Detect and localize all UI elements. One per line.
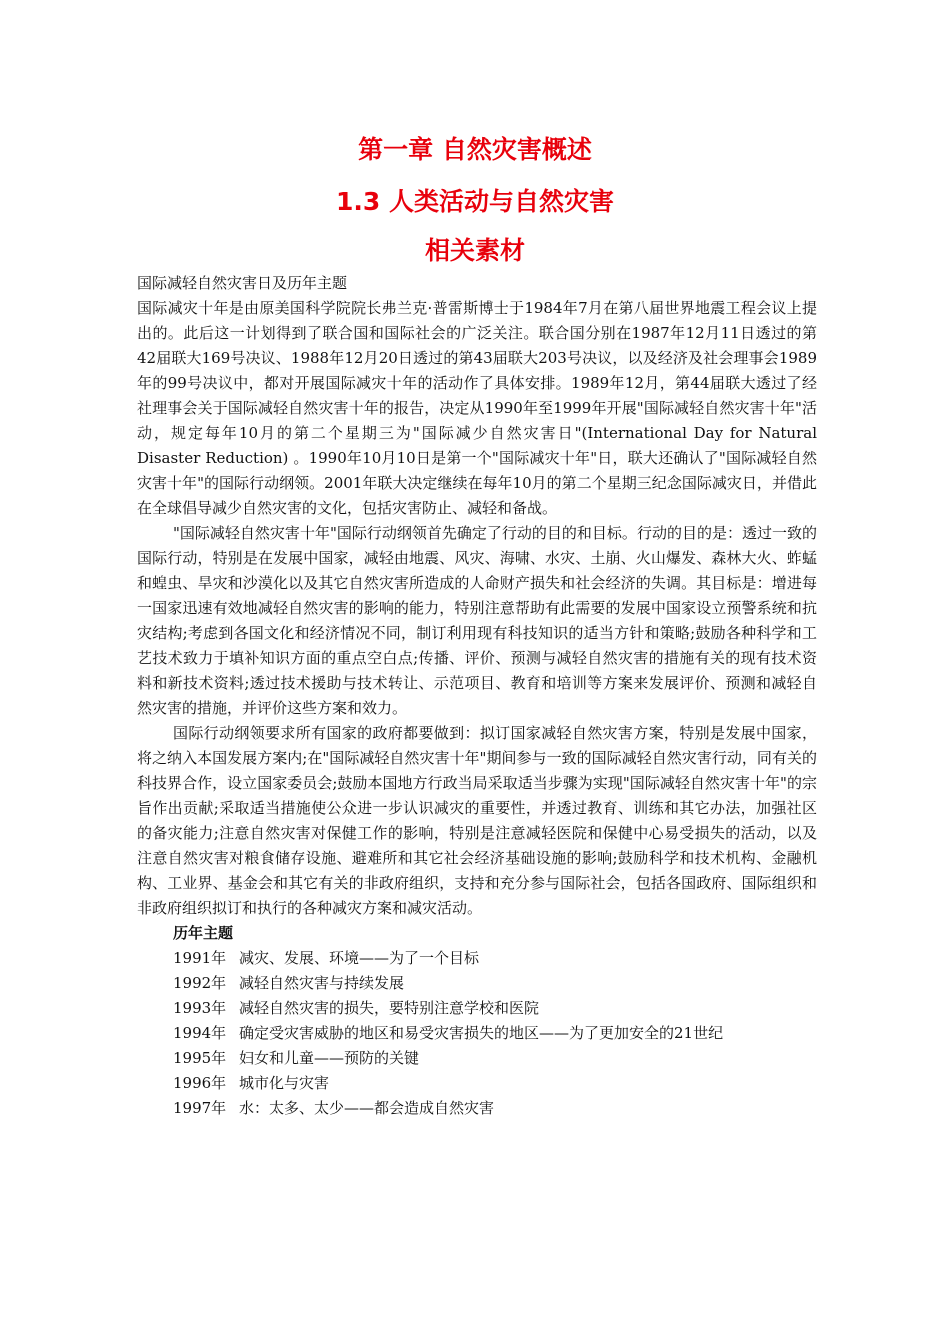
theme-year: 1995年 (173, 1049, 227, 1067)
subtitle: 相关素材 (424, 236, 525, 265)
theme-text: 确定受灾害威胁的地区和易受灾害损失的地区——为了更加安全的21世纪 (239, 1024, 724, 1042)
theme-row (137, 1071, 817, 1096)
theme-text: 减轻自然灾害的损失，要特别注意学校和医院 (239, 999, 540, 1017)
document-body (137, 271, 817, 1121)
themes-list (137, 946, 817, 1121)
theme-text: 减灾、发展、环境——为了一个目标 (239, 949, 480, 967)
theme-text: 水：太多、太少——都会造成自然灾害 (239, 1099, 495, 1117)
themes-heading: 历年主题 (173, 924, 234, 942)
theme-year: 1993年 (173, 999, 227, 1017)
theme-text: 城市化与灾害 (239, 1074, 330, 1092)
theme-row (137, 996, 817, 1021)
paragraph-2: "国际减轻自然灾害十年"国际行动纲领首先确定了行动的目的和目标。行动的目的是：透过一致的国际行动，特别是在发展中国家，减轻由地震、风灾、海啸、水灾、土崩、火山爆发、森林大火、蚱蜢和蝗虫、旱灾和沙漠化以及其它自然灾害所造成的人命财产损失和社会经济的失调。其目标是：增进每一国家迅速有效地减轻自然灾害的影响的能力，特别注意帮助有此需要的发展中国家设立预警系统和抗灾结构;考虑到各国文化和经济情况不同，制订利用现有科技知识的适当方针和策略;鼓励各种科学和工艺技术致力于填补知识方面的重点空白点;传播、评价、预测与减轻自然灾害的措施有关的现有技术资料和新技术资料;透过技术援助与技术转让、示范项目、教育和培训等方案来发展评价、预测和减轻自然灾害的措施，并评价这些方案和效力。 (137, 524, 817, 717)
paragraph-3: 国际行动纲领要求所有国家的政府都要做到：拟订国家减轻自然灾害方案，特别是发展中国家，将之纳入本国发展方案内;在"国际减轻自然灾害十年"期间参与一致的国际减轻自然灾害行动，同有关的科技界合作，设立国家委员会;鼓励本国地方行政当局采取适当步骤为实现"国际减轻自然灾害十年"的宗旨作出贡献;采取适当措施使公众进一步认识减灾的重要性，并透过教育、训练和其它办法，加强社区的备灾能力;注意自然灾害对保健工作的影响，特别是注意减轻医院和保健中心易受损失的活动，以及注意自然灾害对粮食储存设施、避难所和其它社会经济基础设施的影响;鼓励科学和技术机构、金融机构、工业界、基金会和其它有关的非政府组织，支持和充分参与国际社会，包括各国政府、国际组织和非政府组织拟订和执行的各种减灾方案和减灾活动。 (137, 724, 817, 917)
theme-year: 1991年 (173, 949, 227, 967)
theme-row (137, 1096, 817, 1121)
paragraph-1: 国际减灾十年是由原美国科学院院长弗兰克·普雷斯博士于1984年7月在第八届世界地震工程会议上提出的。此后这一计划得到了联合国和国际社会的广泛关注。联合国分别在1987年12月11日透过的第42届联大169号决议、1988年12月20日透过的第43届联大203号决议，以及经济及社会理事会1989年的99号决议中，都对开展国际减灾十年的活动作了具体安排。1989年12月，第44届联大透过了经社理事会关于国际减轻自然灾害十年的报告，决定从1990年至1999年开展"国际减轻自然灾害十年"活动，规定每年10月的第二个星期三为"国际减少自然灾害日"(International Day for Natural Disaster Reduction) 。1990年10月10日是第一个"国际减灾十年"日，联大还确认了"国际减轻自然灾害十年"的国际行动纲领。2001年联大决定继续在每年10月的第二个星期三纪念国际减灾日，并借此在全球倡导减少自然灾害的文化，包括灾害防止、减轻和备战。 (137, 299, 817, 517)
theme-row (137, 946, 817, 971)
title-block (0, 130, 950, 274)
theme-text: 妇女和儿童——预防的关键 (239, 1049, 420, 1067)
theme-year: 1996年 (173, 1074, 227, 1092)
theme-row (137, 1021, 817, 1046)
theme-year: 1997年 (173, 1099, 227, 1117)
theme-year: 1994年 (173, 1024, 227, 1042)
theme-year: 1992年 (173, 974, 227, 992)
theme-text: 减轻自然灾害与持续发展 (239, 974, 405, 992)
section-title: 1.3 人类活动与自然灾害 (336, 187, 614, 216)
theme-row (137, 1046, 817, 1071)
chapter-title: 第一章 自然灾害概述 (358, 135, 592, 164)
body-heading: 国际减轻自然灾害日及历年主题 (137, 274, 348, 292)
theme-row (137, 971, 817, 996)
